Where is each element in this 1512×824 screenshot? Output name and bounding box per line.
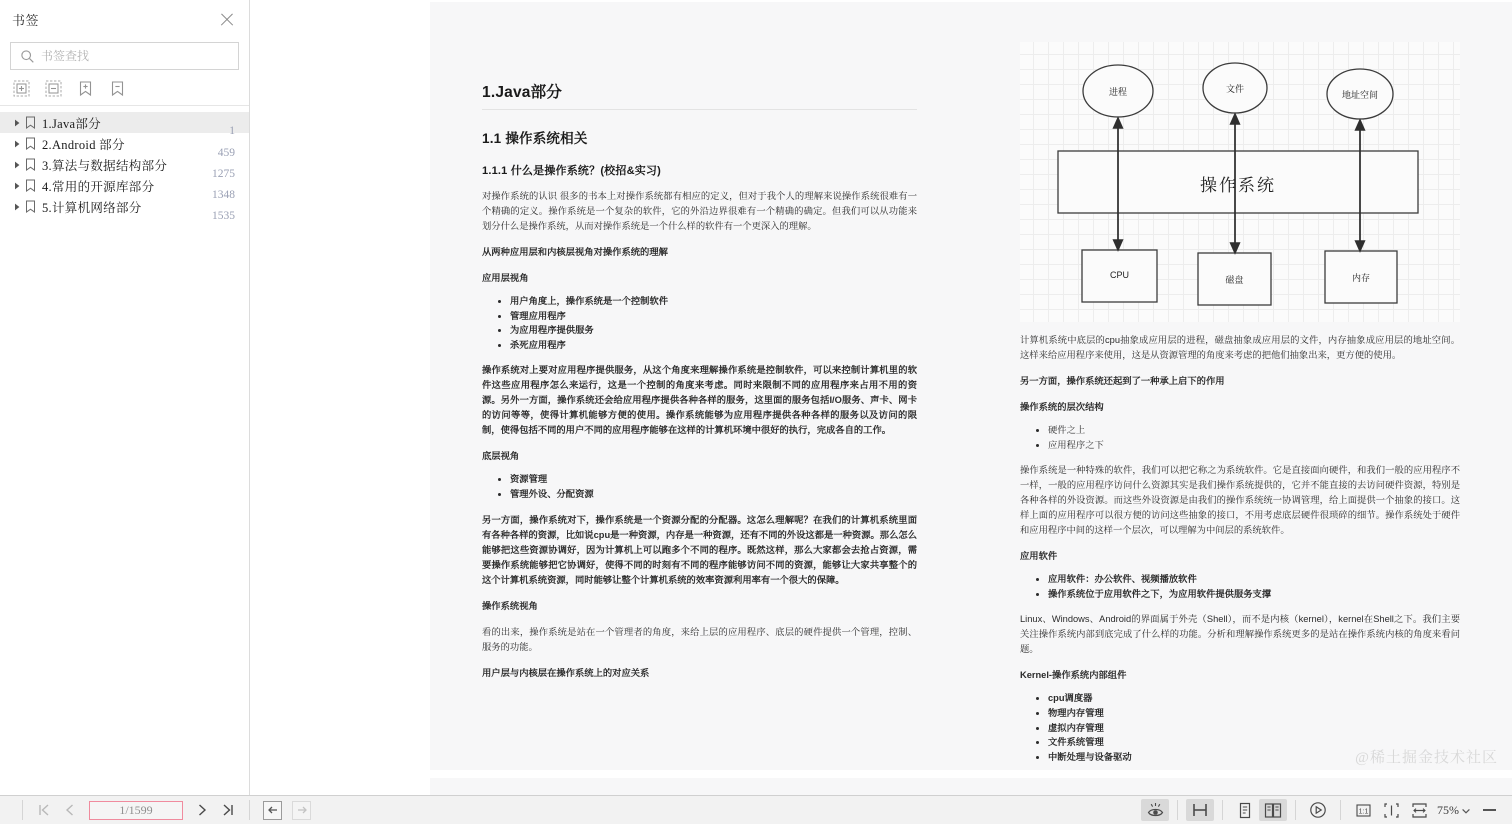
pdf-page-1 xyxy=(430,2,1512,770)
list-item: • 管理外设、分配资源 xyxy=(510,487,917,502)
bookmark-item-2[interactable] xyxy=(0,133,249,159)
navigation-label xyxy=(0,802,14,819)
bookmark-item-1[interactable] xyxy=(0,112,249,137)
bookmark-toolbar xyxy=(0,70,249,106)
paragraph: 另一方面，操作系统对下，操作系统是一个资源分配的分配器。这怎么理解呢？在我们的计算机系统里面有各种各样的资源，比如说cpu是一种资源，内存是一种资源，还有不同的外设这都是一种资源。那么怎么能够把这些资源协调好，因为计算机上可以跑多个不同的程序。既然这样，那么大家都会去抢占资源，需要操作系统能够把它协调好，使得不同的时刻有不同的程序能够访问不同的资源，能够让大家共享整个的这个计算机系统资源，同时能够让整个计算机系统的效率资源利用率有一个很大的保障。 xyxy=(482,514,917,585)
bullet-list xyxy=(1048,423,1460,452)
page-heading-2: 1.1 操作系统相关 xyxy=(482,131,588,146)
chevron-right-icon[interactable] xyxy=(10,203,24,211)
list-item: • 物理内存管理 xyxy=(1048,706,1460,721)
first-page-icon[interactable] xyxy=(31,798,57,822)
paragraph: 操作系统视角 xyxy=(482,600,538,611)
divider xyxy=(1340,800,1341,820)
page-column-right xyxy=(1020,2,1460,764)
chevron-down-icon[interactable] xyxy=(1462,801,1470,819)
eye-protection-icon[interactable] xyxy=(1141,799,1169,821)
paragraph: 另一方面，操作系统还起到了一种承上启下的作用 xyxy=(1020,376,1225,386)
bookmark-label: 1.Java部分 xyxy=(42,116,101,131)
paragraph: 应用软件 xyxy=(1020,551,1058,562)
bullet-list xyxy=(510,472,917,501)
paragraph: Kernel-操作系统内部组件 xyxy=(1020,670,1127,681)
chevron-right-icon[interactable] xyxy=(10,182,24,190)
paragraph: 计算机系统中底层的cpu抽象成应用层的进程，磁盘抽象成应用层的文件，内存抽象成应用层的地址空间。这样来给应用程序来使用，这是从资源管理的角度来考虑的把他们抽象出来，更方便的使用。 xyxy=(1020,335,1460,360)
bookmark-page-number: 459 xyxy=(217,147,235,159)
sidebar-header xyxy=(0,0,249,38)
bookmark-icon xyxy=(24,158,37,171)
minus-icon[interactable] xyxy=(1483,809,1496,811)
sidebar-title: 书签 xyxy=(12,12,40,28)
expand-all-icon[interactable] xyxy=(13,80,30,97)
chevron-right-icon[interactable] xyxy=(10,161,24,169)
page-column-left xyxy=(482,2,917,681)
bookmark-icon xyxy=(24,137,37,150)
diagram-node-operating-system: 操作系统 xyxy=(1200,176,1276,195)
list-item: • 为应用程序提供服务 xyxy=(510,323,917,338)
bookmark-page-number: 1275 xyxy=(212,168,235,180)
history-forward-icon[interactable] xyxy=(292,801,311,820)
auto-scroll-icon[interactable] xyxy=(1304,799,1332,821)
divider xyxy=(1177,800,1178,820)
last-page-icon[interactable] xyxy=(215,798,241,822)
single-page-icon[interactable] xyxy=(1231,799,1259,821)
collapse-all-icon[interactable] xyxy=(45,80,62,97)
divider xyxy=(249,800,250,820)
actual-size-icon[interactable] xyxy=(1349,799,1377,821)
paragraph: 应用层视角 xyxy=(482,273,529,283)
list-item: • 应用软件：办公软件、视频播放软件 xyxy=(1048,572,1460,587)
paragraph: 操作系统的层次结构 xyxy=(1020,402,1104,412)
paragraph: 操作系统是一种特殊的软件，我们可以把它称之为系统软件。它是直接面向硬件，和我们一般的应用程序不一样，一般的应用程序访问什么资源其实是我们操作系统提供的，它并不能直接的去访问硬件资源，特别是各种各样的外设资源。而这些外设资源是由我们的操作系统统一协调管理，给上面提供一个抽象的接口。这样上面的应用程序可以很方便的访问这些抽象的接口，不用考虑底层硬件很琐碎的细节。操作系统处于硬件和应用程序中间的这样一个层次，可以理解为中间层的系统软件。 xyxy=(1020,465,1460,536)
diagram-node-memory: 内存 xyxy=(1351,273,1370,283)
list-item: • 中断处理与设备驱动 xyxy=(1048,750,1460,765)
list-item: • 资源管理 xyxy=(510,472,917,487)
add-bookmark-icon[interactable] xyxy=(77,80,94,97)
bookmark-page-number: 1348 xyxy=(212,189,235,201)
bookmark-label: 3.算法与数据结构部分 xyxy=(42,158,168,173)
remove-bookmark-icon[interactable] xyxy=(109,80,126,97)
bookmark-search-container xyxy=(0,38,249,70)
bookmark-page-number: 1 xyxy=(229,125,235,137)
bullet-list xyxy=(510,294,917,352)
bookmark-item-5[interactable] xyxy=(0,196,249,222)
list-item: • 应用程序之下 xyxy=(1048,438,1460,453)
bottom-toolbar xyxy=(0,795,1512,824)
bookmark-search-box[interactable] xyxy=(10,42,239,70)
chevron-right-icon[interactable] xyxy=(10,140,24,148)
paragraph: 操作系统对上要对应用程序提供服务，从这个角度来理解操作系统是控制软件，可以来控制计算机里的软件这些应用程序怎么来运行，这是一个控制的角度来考虑。同时来限制不同的应用程序来占用不用的资源。另外一方面，操作系统还会给应用程序提供各种各样的服务，这里面的服务包括I/O服务、声卡、网卡的访问等等，使得计算机能够方便的使用。操作系统能够为应用程序提供各种各样的服务以及访问的限制，使得包括不同的用户不同的应用程序能够在这样的计算机环境中很好的执行，完成各自的工作。 xyxy=(482,365,917,436)
paragraph: 从两种应用层和内核层视角对操作系统的理解 xyxy=(482,247,668,257)
fit-width-icon[interactable] xyxy=(1405,799,1433,821)
bookmark-icon xyxy=(24,116,37,129)
paragraph: 看的出来，操作系统是站在一个管理者的角度，来给上层的应用程序、底层的硬件提供一个管理，控制、服务的功能。 xyxy=(482,626,917,652)
list-item: • 硬件之上 xyxy=(1048,423,1460,438)
bookmark-icon xyxy=(24,200,37,213)
zoom-level-label[interactable]: 75% xyxy=(1437,802,1459,817)
list-item: • 虚拟内存管理 xyxy=(1048,721,1460,736)
split-view-icon[interactable] xyxy=(1186,799,1214,821)
divider xyxy=(1222,800,1223,820)
bookmark-page-number: 1535 xyxy=(212,210,235,222)
bookmark-search-input[interactable] xyxy=(41,49,221,63)
list-item: • cpu调度器 xyxy=(1048,691,1460,706)
bullet-list xyxy=(1048,572,1460,601)
watermark: @稀土掘金技术社区 xyxy=(1355,750,1498,766)
paragraph: 底层视角 xyxy=(482,451,520,462)
svg-text:1:1: 1:1 xyxy=(1358,807,1368,815)
page-heading-3: 1.1.1 什么是操作系统？(校招&实习) xyxy=(482,165,661,177)
divider xyxy=(22,800,23,820)
list-item: • 杀死应用程序 xyxy=(510,338,917,353)
page-heading-1: 1.Java部分 xyxy=(482,80,917,110)
next-page-icon[interactable] xyxy=(189,798,215,822)
close-icon[interactable] xyxy=(219,12,235,28)
bookmarks-sidebar xyxy=(0,0,250,795)
double-page-icon[interactable] xyxy=(1259,799,1287,821)
chevron-right-icon[interactable] xyxy=(10,119,24,127)
pagination-controls xyxy=(0,796,316,824)
list-item: • 文件系统管理 xyxy=(1048,735,1460,750)
bookmark-list xyxy=(0,106,249,222)
history-back-icon[interactable] xyxy=(263,801,282,820)
list-item: • 操作系统位于应用软件之下，为应用软件提供服务支撑 xyxy=(1048,587,1460,602)
diagram-node-process: 进程 xyxy=(1108,87,1127,97)
diagram-node-cpu: CPU xyxy=(1109,270,1129,280)
viewer-margin xyxy=(251,0,430,795)
bookmark-label: 5.计算机网络部分 xyxy=(42,200,142,215)
diagram-node-disk: 磁盘 xyxy=(1225,275,1244,285)
bookmark-icon xyxy=(24,179,37,192)
bookmark-item-4[interactable] xyxy=(0,175,249,201)
bookmark-item-3[interactable] xyxy=(0,154,249,180)
prev-page-icon[interactable] xyxy=(57,798,83,822)
diagram-node-address-space: 地址空间 xyxy=(1341,90,1378,100)
page-number-input[interactable] xyxy=(89,801,183,820)
search-icon xyxy=(20,49,35,64)
fit-page-icon[interactable] xyxy=(1377,799,1405,821)
paragraph: 对操作系统的认识 很多的书本上对操作系统都有相应的定义，但对于我个人的理解来说操作系统很难有一个精确的定义。操作系统是一个复杂的软件，它的外沿边界很难有一个精确的确定。但我们可以从功能来划分什么是操作系统，从而对操作系统是一个什么样的软件有一个更深入的理解。 xyxy=(482,191,917,231)
view-controls xyxy=(1141,796,1512,824)
diagram-node-file: 文件 xyxy=(1225,84,1244,94)
list-item: • 用户角度上，操作系统是一个控制软件 xyxy=(510,294,917,309)
divider xyxy=(1295,800,1296,820)
bookmark-label: 4.常用的开源库部分 xyxy=(42,179,155,194)
paragraph: Linux、Windows、Android的界面属于外壳（Shell），而不是内核（kernel），kernel在Shell之下。我们主要关注操作系统内部到底完成了什么样的功能。分析和理解操作系统更多的是站在操作系统内核的角度来看问题。 xyxy=(1020,614,1460,655)
list-item: • 管理应用程序 xyxy=(510,309,917,324)
operating-system-diagram xyxy=(1020,42,1460,322)
bookmark-label: 2.Android 部分 xyxy=(42,137,125,152)
paragraph: 用户层与内核层在操作系统上的对应关系 xyxy=(482,667,650,678)
document-viewer[interactable] xyxy=(251,0,1512,795)
pdf-page-2 xyxy=(430,778,1512,795)
